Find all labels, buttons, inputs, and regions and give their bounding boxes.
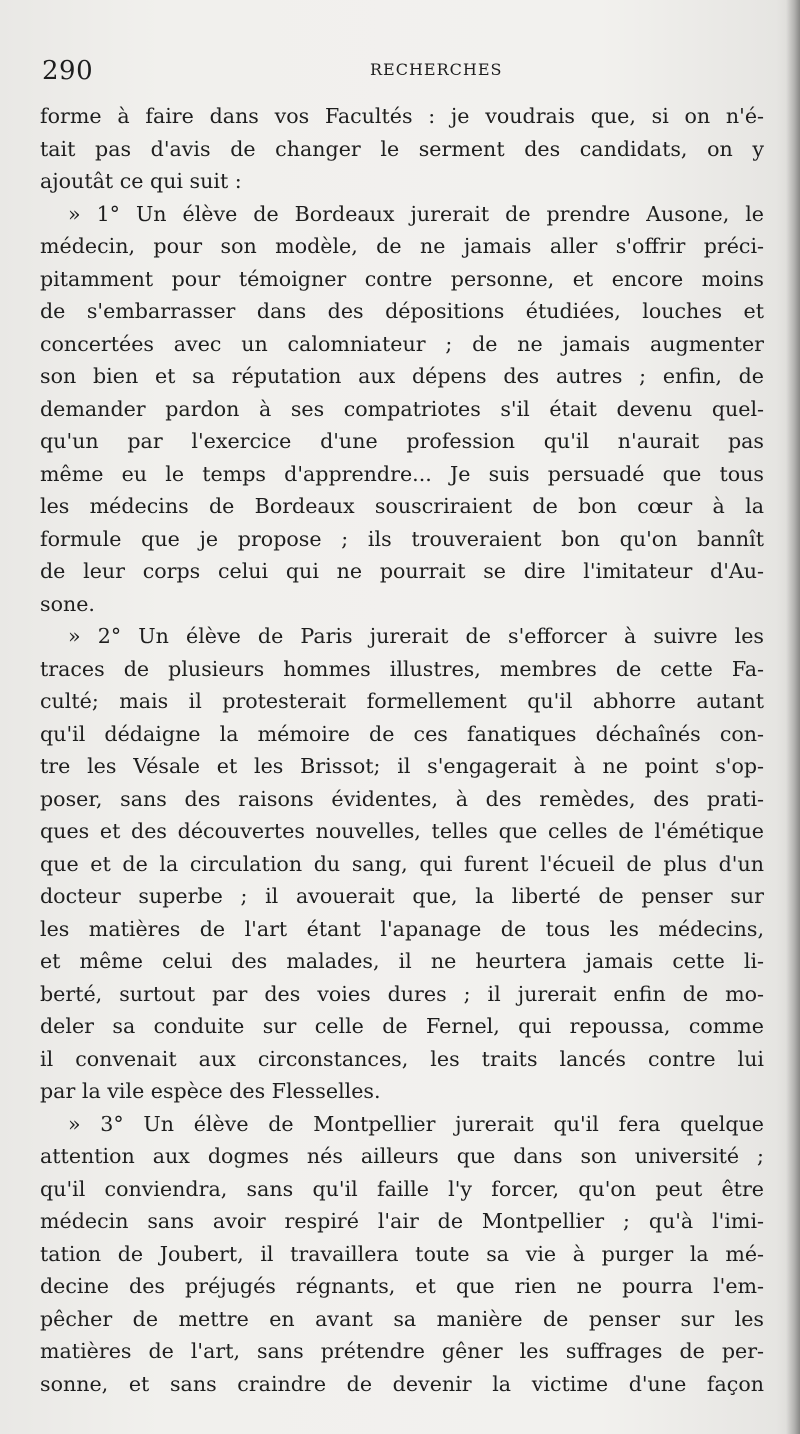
text-line: ques et des découvertes nouvelles, telles que celles de l'émétique: [40, 819, 764, 843]
text-line: berté, surtout par des voies dures ; il jurerait enfin de mo-: [40, 981, 764, 1006]
text-line: » 3° Un élève de Montpellier jurerait qu'il fera quelque: [68, 1111, 764, 1136]
text-line: les matières de l'art étant l'apanage de tous les médecins,: [40, 916, 764, 941]
page-header: [40, 56, 764, 90]
text-line: et même celui des malades, il ne heurtera jamais cette li-: [40, 949, 764, 973]
text-line: il convenait aux circonstances, les traits lancés contre lui: [40, 1046, 764, 1071]
text-line: sone.: [40, 591, 95, 616]
text-line: tation de Joubert, il travaillera toute sa vie à purger la mé-: [40, 1241, 764, 1266]
text-line: demander pardon à ses compatriotes s'il était devenu quel-: [40, 396, 764, 421]
text-line: pêcher de mettre en avant sa manière de penser sur les: [40, 1306, 764, 1331]
text-line: traces de plusieurs hommes illustres, membres de cette Fa-: [40, 656, 764, 681]
text-line: médecin, pour son modèle, de ne jamais aller s'offrir préci-: [40, 234, 764, 258]
text-line: decine des préjugés régnants, et que rien ne pourra l'em-: [40, 1274, 764, 1298]
text-line: son bien et sa réputation aux dépens des autres ; enfin, de: [40, 364, 764, 388]
text-line: médecin sans avoir respiré l'air de Montpellier ; qu'à l'imi-: [40, 1209, 764, 1233]
text-line: qu'un par l'exercice d'une profession qu'il n'aurait pas: [40, 429, 764, 453]
text-line: qu'il dédaigne la mémoire de ces fanatiques déchaînés con-: [40, 721, 764, 746]
text-line: matières de l'art, sans prétendre gêner les suffrages de per-: [40, 1339, 764, 1363]
text-line: tait pas d'avis de changer le serment des candidats, on y: [40, 136, 764, 161]
text-line: ajoutât ce qui suit :: [40, 169, 242, 193]
text-line: culté; mais il protesterait formellement qu'il abhorre autant: [40, 689, 764, 713]
text-line: sonne, et sans craindre de devenir la victime d'une façon: [40, 1371, 764, 1396]
text-line: concertées avec un calomniateur ; de ne jamais augmenter: [40, 331, 764, 356]
text-line: attention aux dogmes nés ailleurs que dans son université ;: [40, 1144, 764, 1168]
text-line: tre les Vésale et les Brissot; il s'engagerait à ne point s'op-: [40, 754, 764, 778]
text-line: que et de la circulation du sang, qui furent l'écueil de plus d'un: [40, 851, 764, 876]
text-line: de s'embarrasser dans des dépositions étudiées, louches et: [40, 299, 764, 323]
text-line: » 1° Un élève de Bordeaux jurerait de prendre Ausone, le: [68, 201, 764, 226]
text-line: qu'il conviendra, sans qu'il faille l'y forcer, qu'on peut être: [40, 1176, 764, 1201]
page-edge-shadow: [786, 0, 800, 1434]
text-line: pitamment pour témoigner contre personne, et encore moins: [40, 266, 764, 291]
body-text: [40, 100, 764, 1400]
page-number: 290: [42, 56, 94, 86]
text-line: par la vile espèce des Flesselles.: [40, 1079, 381, 1103]
text-line: forme à faire dans vos Facultés : je voudrais que, si on n'é-: [40, 104, 764, 128]
text-line: » 2° Un élève de Paris jurerait de s'efforcer à suivre les: [68, 624, 764, 648]
text-line: docteur superbe ; il avouerait que, la liberté de penser sur: [40, 884, 764, 908]
text-line: formule que je propose ; ils trouveraient bon qu'on bannît: [40, 526, 764, 551]
text-line: deler sa conduite sur celle de Fernel, qui repoussa, comme: [40, 1014, 764, 1038]
text-line: de leur corps celui qui ne pourrait se dire l'imitateur d'Au-: [40, 559, 764, 583]
text-line: même eu le temps d'apprendre... Je suis persuadé que tous: [40, 461, 764, 486]
text-line: poser, sans des raisons évidentes, à des remèdes, des prati-: [40, 786, 764, 811]
running-head: RECHERCHES: [370, 60, 503, 79]
text-line: les médecins de Bordeaux souscriraient de bon cœur à la: [40, 494, 764, 518]
